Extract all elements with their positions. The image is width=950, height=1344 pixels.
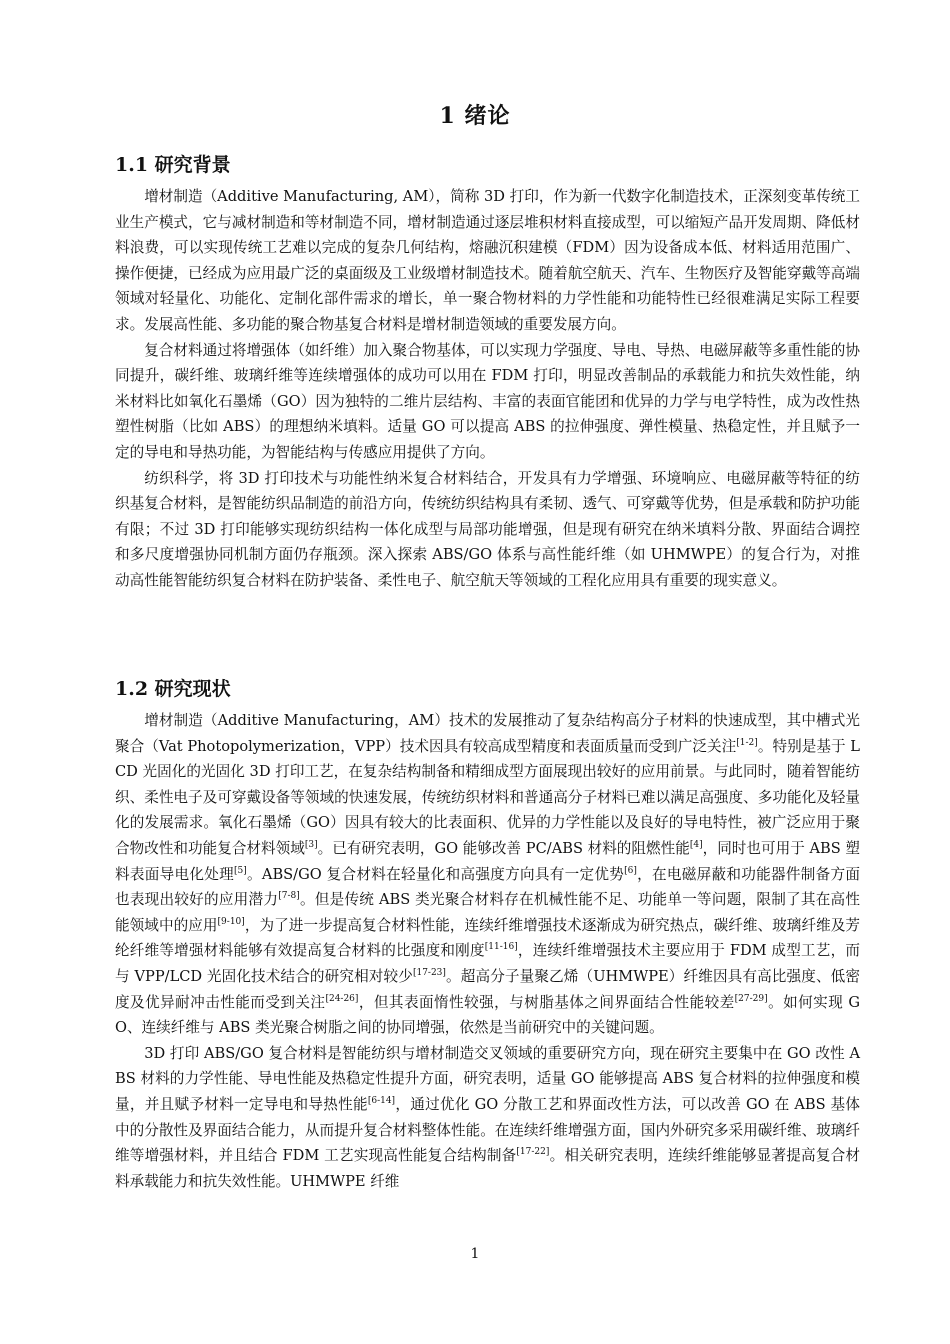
text-run: 。但是传统 ABS 类光聚合材料存在机械性能不足、功能单一等问题，限制了其在高性能领域中的应用: [115, 891, 860, 934]
citation-ref: [6-14]: [367, 1095, 396, 1106]
paragraph: [115, 466, 860, 594]
page-number: 1: [470, 1246, 480, 1262]
text-run: 。ABS/GO 复合材料在轻量化和高强度方向具有一定优势: [246, 865, 625, 883]
section-research-background: [115, 150, 860, 594]
text-run: ，连续纤维增强技术主要应用于 FDM 成型工艺，而与 VPP/LCD 光固化技术结合的研究相对较少: [115, 942, 860, 985]
citation-ref: [1-2]: [736, 737, 758, 748]
text-run: 增材制造（Additive Manufacturing, AM），简称 3D 打印，作为新一代数字化制造技术，正深刻变革传统工业生产模式，它与减材制造和等材制造不同，增材制造通过逐层堆积材料直接成型，可以缩短产品开发周期、降低材料浪费，可以实现传统工艺难以完成的复杂几何结构，熔融沉积建模（FDM）因为设备成本低、材料适用范围广、操作便捷，已经成为应用最广泛的桌面级及工业级增材制造技术。随着航空航天、汽车、生物医疗及智能穿戴等高端领域对轻量化、功能化、定制化部件需求的增长，单一聚合物材料的力学性能和功能特性已经很难满足实际工程要求。发展高性能、多功能的聚合物基复合材料是增材制造领域的重要发展方向。: [115, 188, 860, 333]
paragraph: [115, 338, 860, 466]
text-run: ，通过优化 GO 分散工艺和界面改性方法，可以改善 GO 在 ABS 基体中的分散性及界面结合能力，从而提升复合材料整体性能。在连续纤维增强方面，国内外研究多采用碳纤维、玻璃纤维等增强材料，并且结合 FDM 工艺实现高性能复合结构制备: [115, 1095, 860, 1165]
text-run: ，同时也可用于 ABS 塑料表面导电化处理: [115, 839, 860, 883]
text-run: 。超高分子量聚乙烯（UHMWPE）纤维因具有高比强度、低密度及优异耐冲击性能而受到关注: [115, 967, 860, 1011]
citation-ref: [17-23]: [412, 967, 446, 978]
text-run: 。相关研究表明，连续纤维能够显著提高复合材料承载能力和抗失效性能。UHMWPE 纤维: [115, 1147, 860, 1190]
text-run: ，但其表面惰性较强，与树脂基体之间界面结合性能较差: [358, 993, 735, 1011]
citation-ref: [4]: [689, 839, 703, 850]
paragraph: [115, 708, 860, 1041]
section-research-status: [115, 674, 860, 1194]
citation-ref: [17-22]: [516, 1147, 550, 1158]
chapter-title: 1 绪论: [439, 103, 511, 129]
paragraph: [115, 184, 860, 338]
citation-ref: [5]: [234, 865, 247, 876]
text-run: 。特别是基于 LCD 光固化的光固化 3D 打印工艺，在复杂结构制备和精细成型方面展现出较好的应用前景。与此同时，随着智能纺织、柔性电子及可穿戴设备等领域的快速发展，传统纺织材料和普通高分子材料已难以满足高强度、多功能化及轻量化的发展需求。氧化石墨烯（GO）因具有较大的比表面积、优异的力学性能以及良好的导电特性，被广泛应用于聚合物改性和功能复合材料领域: [115, 737, 860, 857]
text-run: 。如何实现 GO、连续纤维与 ABS 类光聚合树脂之间的协同增强，依然是当前研究中的关键问题。: [115, 993, 860, 1037]
section-heading: 1.2 研究现状: [115, 678, 231, 700]
citation-ref: [11-16]: [484, 942, 518, 953]
paragraph: [115, 1041, 860, 1195]
citation-ref: [3]: [304, 839, 318, 850]
citation-ref: [7-8]: [278, 891, 300, 902]
text-run: ，在电磁屏蔽和功能器件制备方面也表现出较好的应用潜力: [115, 865, 860, 909]
citation-ref: [9-10]: [217, 916, 245, 927]
section-heading: 1.1 研究背景: [115, 154, 231, 176]
text-run: 纺织科学，将 3D 打印技术与功能性纳米复合材料结合，开发具有力学增强、环境响应、电磁屏蔽等特征的纺织基复合材料，是智能纺织品制造的前沿方向，传统纺织结构具有柔韧、透气、可穿戴等优势，但是承载和防护功能有限；不过 3D 打印能够实现纺织结构一体化成型与局部功能增强，但是现有研究在纳米填料分散、界面结合调控和多尺度增强协同机制方面仍存瓶颈。深入探索 ABS/GO 体系与高性能纤维（如 UHMWPE）的复合行为，对推动高性能智能纺织复合材料在防护装备、柔性电子、航空航天等领域的工程化应用具有重要的现实意义。: [115, 469, 860, 589]
text-run: 增材制造（Additive Manufacturing，AM）技术的发展推动了复杂结构高分子材料的快速成型，其中槽式光聚合（Vat Photopolymerization，VPP）技术因具有较高成型精度和表面质量而受到广泛关注: [115, 712, 860, 755]
text-run: 。已有研究表明，GO 能够改善 PC/ABS 材料的阻燃性能: [317, 839, 690, 857]
citation-ref: [27-29]: [734, 993, 768, 1004]
citation-ref: [6]: [624, 865, 637, 876]
text-run: 复合材料通过将增强体（如纤维）加入聚合物基体，可以实现力学强度、导电、导热、电磁屏蔽等多重性能的协同提升，碳纤维、玻璃纤维等连续增强体的成功可以用在 FDM 打印，明显改善制品的承载能力和抗失效性能，纳米材料比如氧化石墨烯（GO）因为独特的二维片层结构、丰富的表面官能团和优异的力学与电学特性，成为改性热塑性树脂（比如 ABS）的理想纳米填料。适量 GO 可以提高 ABS 的拉伸强度、弹性模量、热稳定性，并且赋予一定的导电和导热功能，为智能结构与传感应用提供了方向。: [115, 341, 860, 461]
citation-ref: [24-26]: [325, 993, 359, 1004]
text-run: 3D 打印 ABS/GO 复合材料是智能纺织与增材制造交叉领域的重要研究方向，现在研究主要集中在 GO 改性 ABS 材料的力学性能、导电性能及热稳定性提升方面，研究表明，适量 GO 能够提高 ABS 复合材料的拉伸强度和模量，并且赋予材料一定导电和导热性能: [115, 1044, 860, 1113]
text-run: ，为了进一步提高复合材料性能，连续纤维增强技术逐渐成为研究热点，碳纤维、玻璃纤维及芳纶纤维等增强材料能够有效提高复合材料的比强度和刚度: [115, 916, 860, 960]
